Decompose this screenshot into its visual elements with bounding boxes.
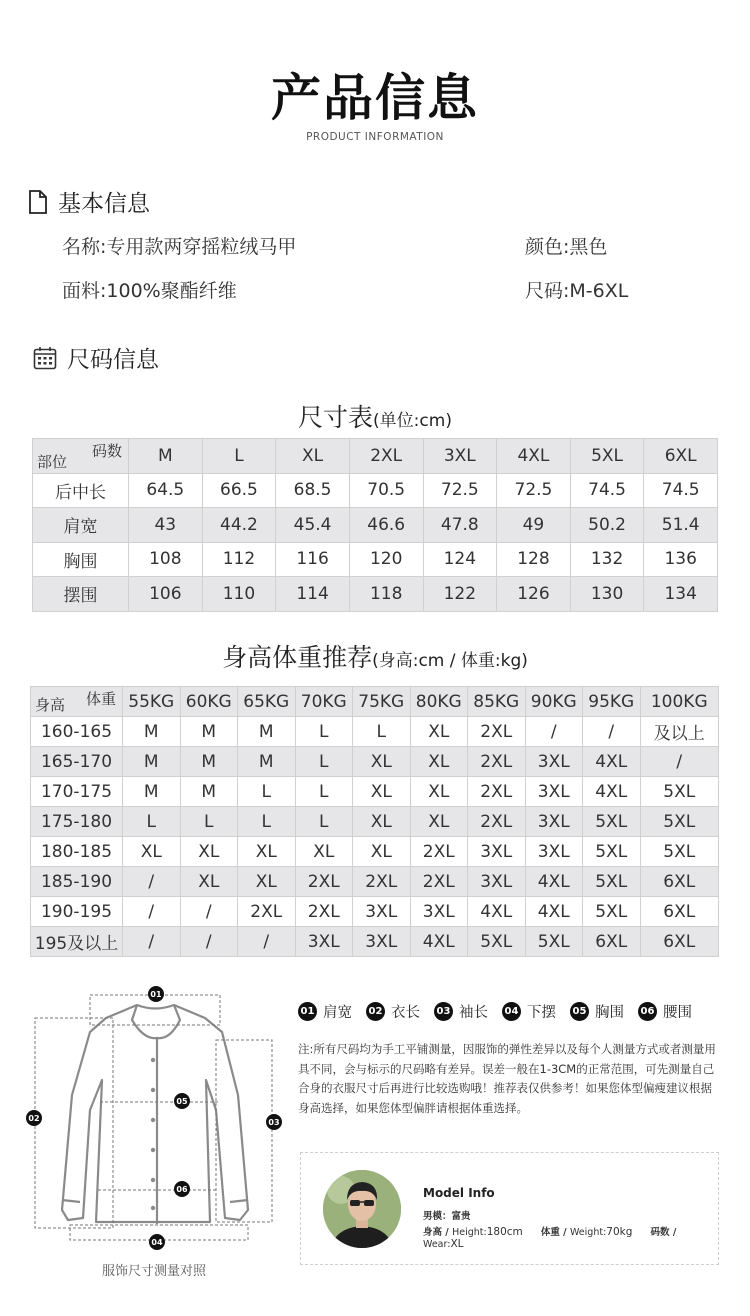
- row-label: 185-190: [31, 867, 123, 897]
- table-cell: 5XL: [583, 897, 641, 927]
- table-cell: /: [123, 897, 181, 927]
- table-cell: 2XL: [353, 867, 411, 897]
- table-cell: M: [123, 777, 181, 807]
- basic-info-heading: [28, 185, 150, 218]
- table-cell: 126: [497, 577, 571, 612]
- column-header: 90KG: [525, 687, 583, 717]
- model-weight-en: Weight:: [569, 1227, 607, 1238]
- column-header: M: [129, 439, 203, 474]
- table-cell: 68.5: [276, 473, 350, 508]
- table-header-row: [31, 687, 719, 717]
- legend-number-badge: 01: [298, 1002, 317, 1021]
- table-cell: 2XL: [468, 777, 526, 807]
- table-cell: 4XL: [410, 927, 468, 957]
- corner-bottom-label: 部位: [37, 452, 68, 471]
- basic-info-label: 基本信息: [58, 191, 150, 217]
- column-header: 4XL: [497, 439, 571, 474]
- model-size: XL: [450, 1238, 464, 1250]
- size-info-heading: [33, 341, 159, 374]
- model-size-label: 码数 /: [650, 1227, 677, 1238]
- table-cell: 3XL: [353, 897, 411, 927]
- column-header: 60KG: [180, 687, 238, 717]
- table-cell: 2XL: [410, 837, 468, 867]
- table-cell: 130: [570, 577, 644, 612]
- table-cell: XL: [238, 837, 296, 867]
- mark-03: 03: [268, 1118, 280, 1127]
- table-cell: 4XL: [525, 897, 583, 927]
- table-cell: 4XL: [525, 867, 583, 897]
- size-table-title: [0, 398, 750, 434]
- table-cell: /: [123, 867, 181, 897]
- table-cell: 132: [570, 542, 644, 577]
- table-row: [31, 867, 719, 897]
- column-header: 5XL: [570, 439, 644, 474]
- table-cell: XL: [353, 777, 411, 807]
- table-cell: /: [123, 927, 181, 957]
- column-header: 85KG: [468, 687, 526, 717]
- table-cell: 120: [349, 542, 423, 577]
- table-cell: 2XL: [468, 717, 526, 747]
- row-label: 后中长: [33, 473, 129, 508]
- product-fabric: 面料:100%聚酯纤维: [62, 280, 237, 302]
- table-cell: 47.8: [423, 508, 497, 543]
- table-cell: XL: [180, 837, 238, 867]
- table-cell: XL: [410, 747, 468, 777]
- table-cell: 108: [129, 542, 203, 577]
- table-cell: 2XL: [295, 897, 353, 927]
- table-row: [31, 747, 719, 777]
- corner-top-label: 码数: [91, 442, 122, 460]
- model-gender-label: 男模：: [423, 1211, 452, 1222]
- table-row: [33, 542, 718, 577]
- table-header-row: [33, 439, 718, 474]
- column-header: 75KG: [353, 687, 411, 717]
- product-name: 名称:专用款两穿摇粒绒马甲: [62, 236, 297, 258]
- table-cell: /: [180, 927, 238, 957]
- table-cell: 2XL: [295, 867, 353, 897]
- table-cell: 134: [644, 577, 718, 612]
- table-cell: 64.5: [129, 473, 203, 508]
- table-cell: 5XL: [468, 927, 526, 957]
- garment-caption: 服饰尺寸测量对照: [101, 1264, 206, 1279]
- row-label: 165-170: [31, 747, 123, 777]
- table-cell: 44.2: [202, 508, 276, 543]
- model-height-en: Height:: [452, 1227, 487, 1238]
- table-cell: 2XL: [468, 747, 526, 777]
- table-cell: 43: [129, 508, 203, 543]
- legend-label: 衣长: [391, 1005, 420, 1021]
- table-cell: 116: [276, 542, 350, 577]
- table-cell: 136: [644, 542, 718, 577]
- table-cell: 3XL: [410, 897, 468, 927]
- size-table-corner: [33, 439, 129, 474]
- mark-04: 04: [151, 1238, 163, 1247]
- row-label: 180-185: [31, 837, 123, 867]
- table-row: [33, 577, 718, 612]
- model-stats-line: [423, 1224, 718, 1250]
- table-cell: 5XL: [525, 927, 583, 957]
- table-cell: 124: [423, 542, 497, 577]
- table-cell: 3XL: [525, 777, 583, 807]
- legend-number-badge: 02: [366, 1002, 385, 1021]
- table-cell: 5XL: [640, 777, 719, 807]
- table-cell: 49: [497, 508, 571, 543]
- column-header: 6XL: [644, 439, 718, 474]
- row-label: 摆围: [33, 577, 129, 612]
- table-cell: 122: [423, 577, 497, 612]
- corner-bottom-label: 身高: [35, 696, 66, 714]
- table-cell: 6XL: [640, 927, 719, 957]
- document-icon: [28, 190, 48, 214]
- row-label: 190-195: [31, 897, 123, 927]
- table-cell: 106: [129, 577, 203, 612]
- table-cell: XL: [123, 837, 181, 867]
- table-row: [31, 837, 719, 867]
- table-cell: M: [123, 717, 181, 747]
- table-cell: 3XL: [353, 927, 411, 957]
- table-cell: /: [525, 717, 583, 747]
- model-info-card: [300, 1152, 719, 1265]
- row-label: 195及以上: [31, 927, 123, 957]
- table-cell: 6XL: [583, 927, 641, 957]
- table-cell: M: [180, 777, 238, 807]
- table-cell: 118: [349, 577, 423, 612]
- legend-label: 胸围: [595, 1005, 624, 1021]
- table-row: [33, 508, 718, 543]
- table-cell: M: [180, 747, 238, 777]
- model-info-title: Model Info: [423, 1186, 495, 1200]
- table-cell: 5XL: [583, 837, 641, 867]
- row-label: 175-180: [31, 807, 123, 837]
- column-header: 95KG: [583, 687, 641, 717]
- table-cell: XL: [180, 867, 238, 897]
- table-cell: L: [123, 807, 181, 837]
- column-header: 100KG: [640, 687, 719, 717]
- table-cell: 2XL: [238, 897, 296, 927]
- table-cell: XL: [410, 717, 468, 747]
- table-cell: M: [238, 747, 296, 777]
- garment-diagram: [20, 980, 295, 1255]
- table-cell: 74.5: [644, 473, 718, 508]
- model-gender-line: [423, 1208, 471, 1222]
- table-cell: L: [295, 747, 353, 777]
- column-header: 3XL: [423, 439, 497, 474]
- table-cell: 4XL: [468, 897, 526, 927]
- legend-label: 下摆: [527, 1005, 556, 1021]
- table-cell: L: [180, 807, 238, 837]
- model-height-label: 身高 /: [423, 1227, 453, 1238]
- legend-number-badge: 05: [570, 1002, 589, 1021]
- table-cell: XL: [353, 807, 411, 837]
- mark-05: 05: [176, 1097, 188, 1106]
- model-weight: 70kg: [606, 1226, 633, 1238]
- column-header: 2XL: [349, 439, 423, 474]
- size-table: [32, 438, 718, 612]
- table-cell: 5XL: [640, 807, 719, 837]
- body-table-unit: (身高:cm / 体重:kg): [372, 651, 528, 671]
- column-header: 65KG: [238, 687, 296, 717]
- size-info-label: 尺码信息: [67, 347, 159, 373]
- table-cell: /: [180, 897, 238, 927]
- table-cell: 72.5: [497, 473, 571, 508]
- column-header: 70KG: [295, 687, 353, 717]
- table-cell: 及以上: [640, 717, 719, 747]
- column-header: XL: [276, 439, 350, 474]
- body-table-title: [0, 638, 750, 674]
- table-cell: 74.5: [570, 473, 644, 508]
- table-cell: M: [238, 717, 296, 747]
- table-cell: 128: [497, 542, 571, 577]
- body-table: [30, 686, 719, 957]
- table-cell: L: [353, 717, 411, 747]
- table-cell: 3XL: [468, 837, 526, 867]
- table-cell: /: [583, 717, 641, 747]
- table-cell: 3XL: [295, 927, 353, 957]
- table-cell: L: [295, 807, 353, 837]
- model-weight-label: 体重 /: [540, 1227, 570, 1238]
- table-cell: 6XL: [640, 867, 719, 897]
- table-cell: 51.4: [644, 508, 718, 543]
- table-cell: XL: [295, 837, 353, 867]
- table-cell: 50.2: [570, 508, 644, 543]
- table-cell: 66.5: [202, 473, 276, 508]
- mark-06: 06: [176, 1185, 188, 1194]
- legend-label: 肩宽: [323, 1005, 352, 1021]
- table-row: [31, 807, 719, 837]
- legend-number-badge: 03: [434, 1002, 453, 1021]
- table-cell: 3XL: [525, 807, 583, 837]
- table-cell: 45.4: [276, 508, 350, 543]
- table-cell: 5XL: [583, 807, 641, 837]
- legend-number-badge: 06: [638, 1002, 657, 1021]
- table-cell: 5XL: [640, 837, 719, 867]
- table-cell: 46.6: [349, 508, 423, 543]
- table-row: [31, 897, 719, 927]
- calendar-icon: [33, 346, 57, 370]
- column-header: L: [202, 439, 276, 474]
- model-height: 180cm: [486, 1226, 523, 1238]
- measure-note: 注:所有尺码均为手工平铺测量，因服饰的弹性差异以及每个人测量方式或者测量用具不同，会与标示的尺码略有差异。误差一般在1-3CM的正常范围，可先测量自己合身的衣服尺寸后再进行比较选购哦！推荐表仅供参考！如果您体型偏瘦建议根据身高选择，如果您体型偏胖请根据体重选择。: [298, 1042, 716, 1115]
- table-cell: 112: [202, 542, 276, 577]
- table-row: [31, 777, 719, 807]
- table-cell: L: [238, 807, 296, 837]
- body-table-corner: [31, 687, 123, 717]
- row-label: 肩宽: [33, 508, 129, 543]
- model-avatar: [323, 1170, 401, 1248]
- table-row: [33, 473, 718, 508]
- table-cell: 2XL: [468, 807, 526, 837]
- table-cell: 70.5: [349, 473, 423, 508]
- page-subtitle: PRODUCT INFORMATION: [306, 131, 444, 143]
- corner-top-label: 体重: [85, 690, 116, 708]
- table-cell: /: [238, 927, 296, 957]
- table-cell: XL: [353, 747, 411, 777]
- mark-01: 01: [150, 990, 162, 999]
- row-label: 170-175: [31, 777, 123, 807]
- mark-02: 02: [28, 1114, 40, 1123]
- table-cell: XL: [238, 867, 296, 897]
- legend-label: 腰围: [663, 1005, 692, 1021]
- table-cell: 114: [276, 577, 350, 612]
- legend-number-badge: 04: [502, 1002, 521, 1021]
- model-size-en: Wear:: [423, 1239, 451, 1250]
- product-color: 颜色:黑色: [525, 236, 608, 258]
- table-cell: 2XL: [410, 867, 468, 897]
- table-cell: M: [180, 717, 238, 747]
- page-title: 产品信息: [271, 69, 479, 127]
- table-cell: L: [238, 777, 296, 807]
- product-size-range: 尺码:M-6XL: [525, 280, 629, 302]
- size-table-unit: (单位:cm): [373, 411, 452, 431]
- table-cell: XL: [353, 837, 411, 867]
- table-cell: XL: [410, 807, 468, 837]
- table-cell: L: [295, 717, 353, 747]
- table-cell: XL: [410, 777, 468, 807]
- row-label: 胸围: [33, 542, 129, 577]
- table-row: [31, 927, 719, 957]
- table-row: [31, 717, 719, 747]
- size-table-title-text: 尺寸表: [298, 403, 374, 432]
- legend-label: 袖长: [459, 1005, 488, 1021]
- table-cell: M: [123, 747, 181, 777]
- table-cell: 3XL: [525, 747, 583, 777]
- column-header: 55KG: [123, 687, 181, 717]
- measure-legend: [298, 1001, 700, 1022]
- table-cell: 4XL: [583, 747, 641, 777]
- table-cell: 5XL: [583, 867, 641, 897]
- table-cell: /: [640, 747, 719, 777]
- table-cell: 72.5: [423, 473, 497, 508]
- table-cell: 3XL: [468, 867, 526, 897]
- column-header: 80KG: [410, 687, 468, 717]
- table-cell: 3XL: [525, 837, 583, 867]
- model-name: 富贵: [451, 1211, 471, 1222]
- table-cell: 4XL: [583, 777, 641, 807]
- row-label: 160-165: [31, 717, 123, 747]
- table-cell: 110: [202, 577, 276, 612]
- body-table-title-text: 身高体重推荐: [222, 643, 373, 672]
- table-cell: 6XL: [640, 897, 719, 927]
- table-cell: L: [295, 777, 353, 807]
